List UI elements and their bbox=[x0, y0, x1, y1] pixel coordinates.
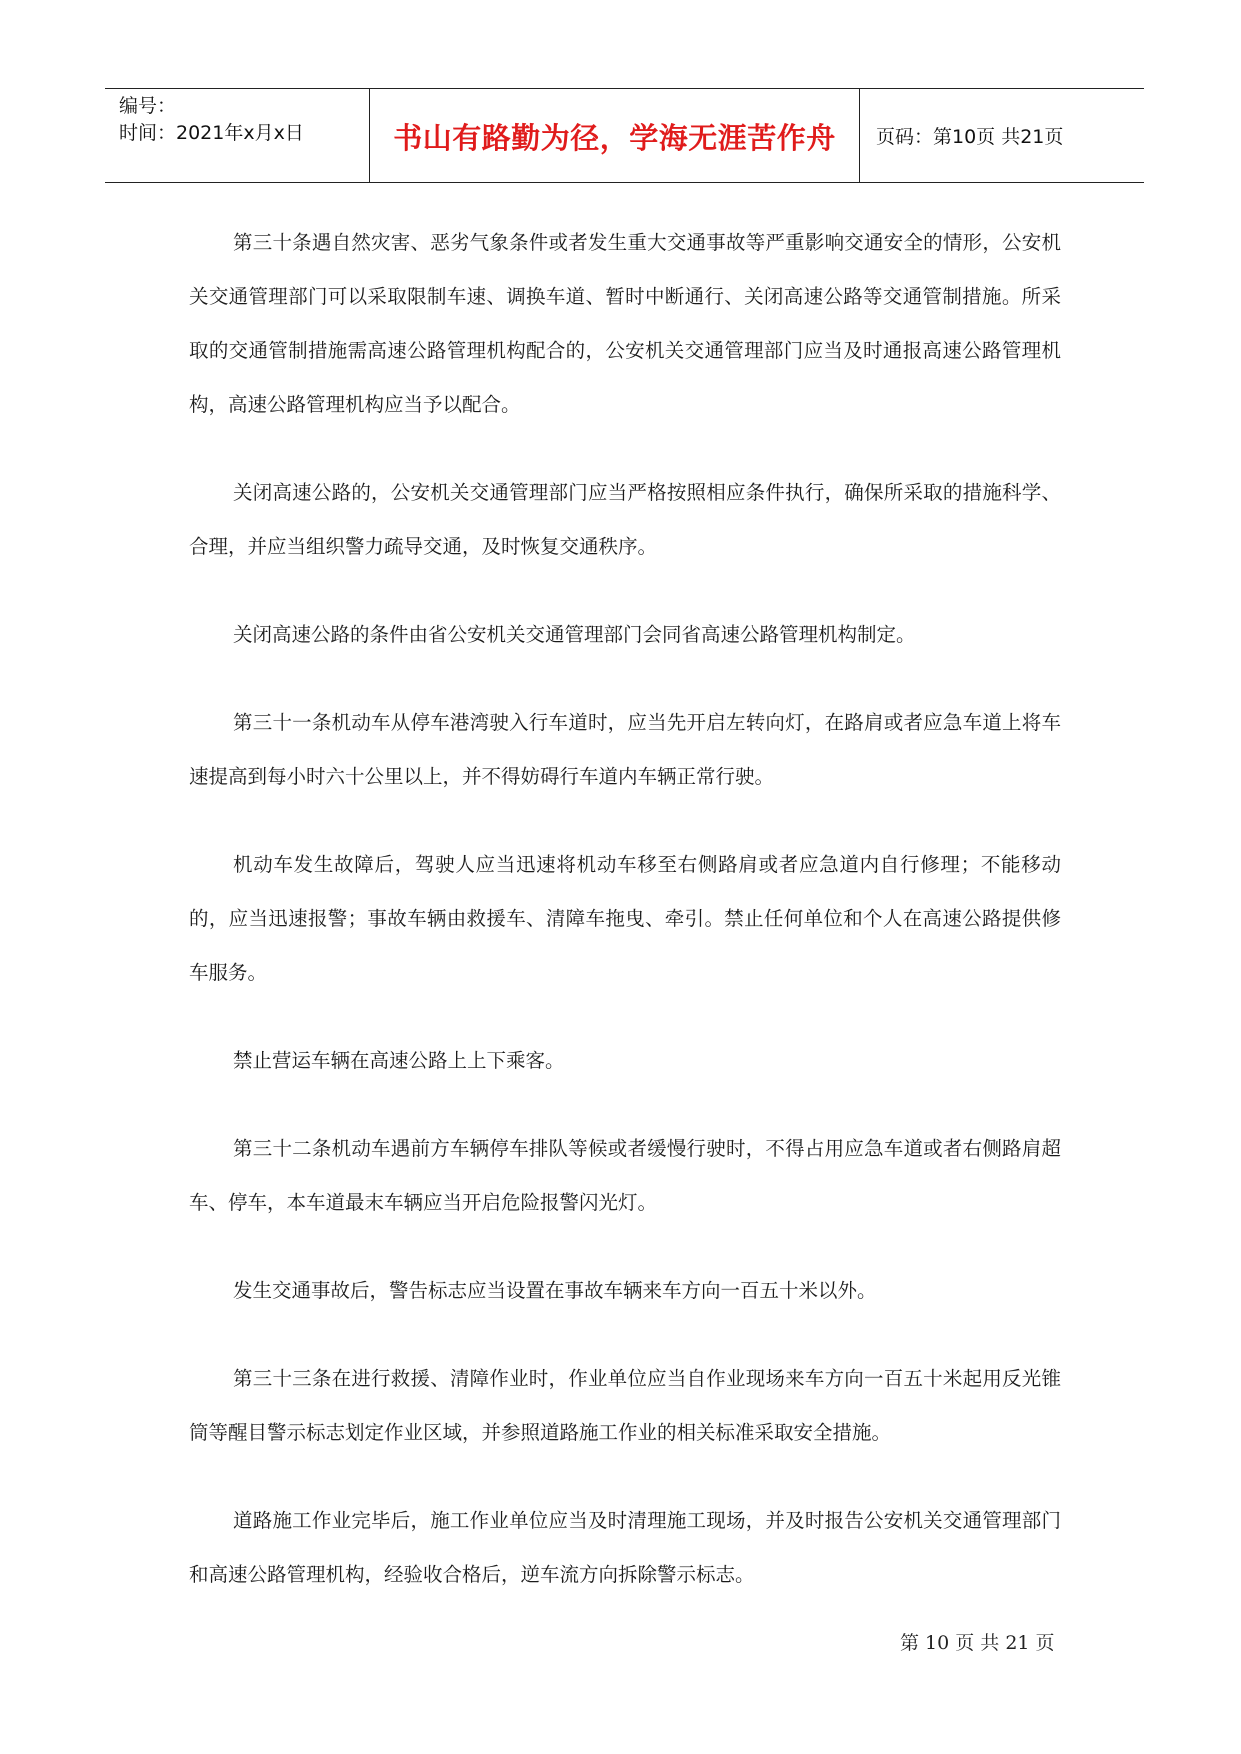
document-time-label: 时间：2021年x月x日 bbox=[119, 122, 304, 144]
paragraph-breakdown: 机动车发生故障后，驾驶人应当迅速将机动车移至右侧路肩或者应急道内自行修理；不能移动的，应当迅速报警；事故车辆由救援车、清障车拖曳、牵引。禁止任何单位和个人在高速公路提供修车服务。 bbox=[189, 853, 1061, 984]
header-motto: 书山有路勤为径，学海无涯苦作舟 bbox=[370, 89, 860, 182]
header-page-label: 页码：第10页 共21页 bbox=[876, 126, 1064, 148]
paragraph-article-31: 第三十一条机动车从停车港湾驶入行车道时，应当先开启左转向灯，在路肩或者应急车道上将车速提高到每小时六十公里以上，并不得妨碍行车道内车辆正常行驶。 bbox=[189, 711, 1061, 788]
paragraph-construction-complete: 道路施工作业完毕后，施工作业单位应当及时清理施工现场，并及时报告公安机关交通管理部门和高速公路管理机构，经验收合格后，逆车流方向拆除警示标志。 bbox=[189, 1509, 1061, 1586]
paragraph-article-33: 第三十三条在进行救援、清障作业时，作业单位应当自作业现场来车方向一百五十米起用反光锥筒等醒目警示标志划定作业区域，并参照道路施工作业的相关标准采取安全措施。 bbox=[189, 1367, 1061, 1444]
header-left-cell bbox=[105, 89, 370, 182]
document-body bbox=[189, 216, 1061, 1636]
paragraph-article-32: 第三十二条机动车遇前方车辆停车排队等候或者缓慢行驶时，不得占用应急车道或者右侧路肩超车、停车，本车道最末车辆应当开启危险报警闪光灯。 bbox=[189, 1137, 1061, 1214]
paragraph-closure-measures: 关闭高速公路的，公安机关交通管理部门应当严格按照相应条件执行，确保所采取的措施科学、合理，并应当组织警力疏导交通，及时恢复交通秩序。 bbox=[189, 481, 1061, 558]
paragraph-passenger-ban: 禁止营运车辆在高速公路上上下乘客。 bbox=[233, 1049, 565, 1072]
document-number-label: 编号： bbox=[119, 95, 177, 117]
paragraph-article-30: 第三十条遇自然灾害、恶劣气象条件或者发生重大交通事故等严重影响交通安全的情形，公安机关交通管理部门可以采取限制车速、调换车道、暂时中断通行、关闭高速公路等交通管制措施。所采取的交通管制措施需高速公路管理机构配合的，公安机关交通管理部门应当及时通报高速公路管理机构，高速公路管理机构应当予以配合。 bbox=[189, 231, 1061, 416]
page-footer: 第 10 页 共 21 页 bbox=[900, 1632, 1055, 1654]
page-header bbox=[105, 88, 1144, 183]
paragraph-closure-conditions: 关闭高速公路的条件由省公安机关交通管理部门会同省高速公路管理机构制定。 bbox=[233, 623, 916, 646]
paragraph-warning-sign: 发生交通事故后，警告标志应当设置在事故车辆来车方向一百五十米以外。 bbox=[233, 1279, 877, 1302]
